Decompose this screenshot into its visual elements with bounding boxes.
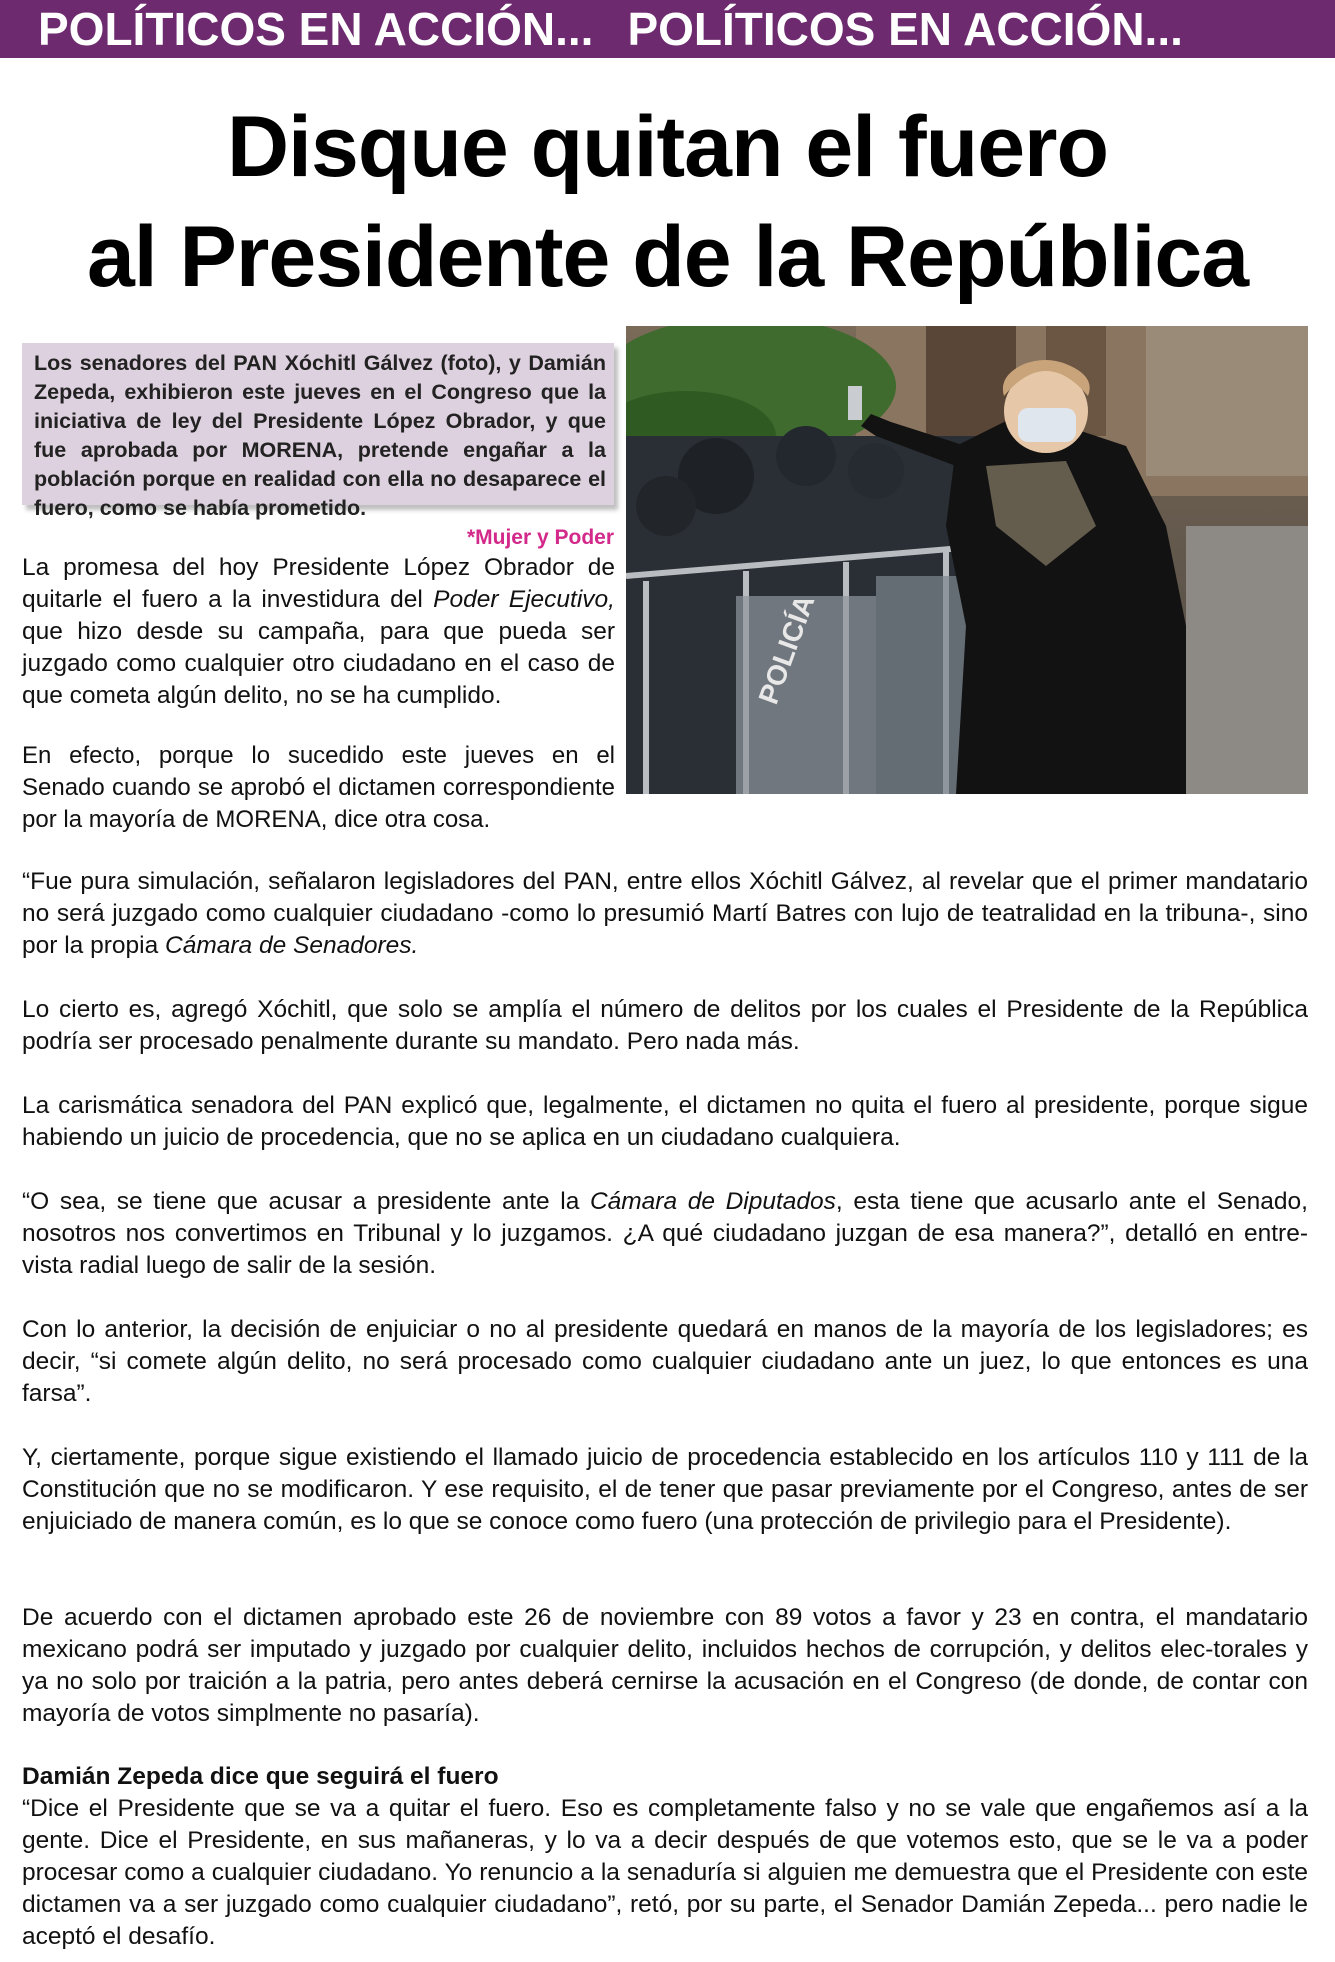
paragraph-10: “Dice el Presidente que se va a quitar el fuero. Eso es completamente falso y no se vale que engañemos así a la gente. Dice el Presidente, en sus mañaneras, y lo va a decir después de que votemos esto, que se le va a poder procesar como a cualquier ciudadano. Yo renuncio a la senaduría si alguien me demuestra que el Presidente con este dictamen va a ser juzgado como cualquier ciudadano”, retó, por su parte, el Senador Damián Zepeda... pero nadie le aceptó el desafío. [22,1795,1308,1950]
paragraph-1-start: La promesa del hoy Presidente López Obrador de quitarle el fuero a la investidura del [22,554,615,613]
section-tag-text-2: POLÍTICOS EN ACCIÓN... [627,3,1183,55]
paragraph-3 [22,866,1308,962]
headline-line-2: al Presidente de la República [86,209,1249,305]
paragraph-1-emphasis: Poder Ejecutivo, [433,586,615,613]
paragraph-3-start: “Fue pura simulación, señalaron legisladores del PAN, entre ellos Xóchitl Gálvez, al revelar que el primer mandatario no será juzgado como cualquier ciudadano -como lo presumió Martí Batres con lujo de teatralidad en la tribuna-, sino por la propia [22,868,1308,959]
paragraph-1 [22,552,615,712]
section-tag-text-1: POLÍTICOS EN ACCIÓN... [38,3,594,55]
paragraph-1-end: que hizo desde su campaña, para que pueda ser juzgado como cualquier otro ciudadano en el caso de que cometa algún delito, no se ha cumplido. [22,618,615,709]
photo-illustration [626,326,1308,794]
byline: *Mujer y Poder [466,526,614,549]
paragraph-6 [22,1186,1308,1282]
headline-line-1: Disque quitan el fuero [226,99,1109,195]
article-photo [626,326,1308,794]
paragraph-8: Y, ciertamente, porque sigue existiendo el llamado juicio de procedencia establecido en los artículos 110 y 111 de la Constitución que no se modificaron. Y ese requisito, el de tener que pasar previamente por el Congreso, antes de ser enjuiciado de manera común, es lo que se conoce como fuero (una protección de privilegio para el Presidente). [22,1444,1308,1535]
paragraph-6-end: , esta tiene que acusarlo ante el Senado, nosotros nos convertimos en Tribunal y lo juzgamos. ¿A qué ciudadano juzgan de esa manera?”, detalló en entre-vista radial luego de salir de la sesión. [22,1188,1308,1279]
section-banner [0,0,1335,58]
lead-summary-box: Los senadores del PAN Xóchitl Gálvez (foto), y Damián Zepeda, exhibieron este jueves en el Congreso que la iniciativa de ley del Presidente López Obrador, y que fue aprobada por MORENA, pretende engañar a la población porque en realidad con ella no desaparece el fuero, como se había prometido. [22,343,614,505]
section-tag [38,2,1217,56]
paragraph-9: De acuerdo con el dictamen aprobado este 26 de noviembre con 89 votos a favor y 23 en contra, el mandatario mexicano podrá ser imputado y juzgado por cualquier delito, incluidos hechos de corrupción, y delitos elec-torales y ya no solo por traición a la patria, pero antes deberá cernirse la acusación en el Congreso (de donde, de contar con mayoría de votos simplmente no pasaría). [22,1604,1308,1727]
photo-shield-text: POLICÍA [752,590,821,709]
paragraph-4: Lo cierto es, agregó Xóchitl, que solo se amplía el número de delitos por los cuales el Presidente de la República podría ser procesado penalmente durante su mandato. Pero nada más. [22,996,1308,1055]
paragraph-3-emphasis: Cámara de Senadores. [165,932,419,959]
subheading: Damián Zepeda dice que seguirá el fuero [22,1763,499,1790]
paragraph-7: Con lo anterior, la decisión de enjuiciar o no al presidente quedará en manos de la mayoría de los legisladores; es decir, “si comete algún delito, no será procesado como cualquier ciudadano ante un juez, lo que entonces es una farsa”. [22,1316,1308,1407]
paragraph-6-start: “O sea, se tiene que acusar a presidente ante la [22,1188,590,1215]
paragraph-2: En efecto, porque lo sucedido este jueves en el Senado cuando se aprobó el dictamen correspondiente por la mayoría de MORENA, dice otra cosa. [22,742,615,833]
paragraph-6-emphasis: Cámara de Diputados [589,1188,836,1215]
article-headline [0,92,1335,312]
paragraph-5: La carismática senadora del PAN explicó que, legalmente, el dictamen no quita el fuero al presidente, porque sigue habiendo un juicio de procedencia, que no se aplica en un ciudadano cualquiera. [22,1092,1308,1151]
